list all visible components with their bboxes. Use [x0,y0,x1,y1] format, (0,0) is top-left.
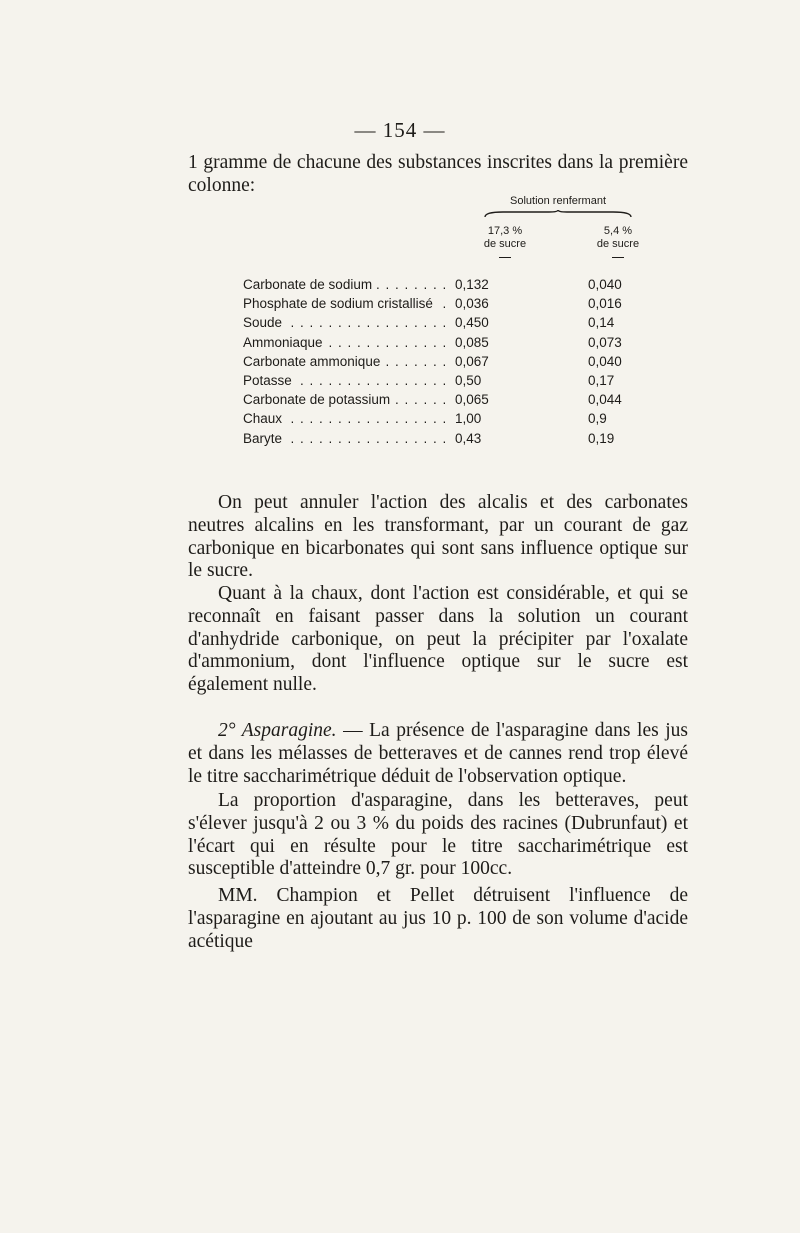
value-col1: 0,036 [455,296,489,312]
row-label: Phosphate de sodium cristallisé [243,296,436,311]
table-row [243,277,643,296]
column-dash [612,257,624,258]
value-col1: 0,43 [455,430,482,446]
page-number: — 154 — [354,118,446,142]
table-row [243,354,643,373]
table-header: Solution renfermant [510,195,606,207]
row-label: Carbonate de sodium [243,277,375,292]
table-row [243,296,643,315]
row-label: Soude [243,315,285,330]
value-col1: 0,132 [455,277,489,292]
section-body: — La présence de l'asparagine dans les jus et dans les mélasses de betteraves et de cannes rend trop élevé le titre saccharimétrique déduit de l'observation optique. [188,720,689,787]
table-row [243,411,643,430]
paragraph-proportion: La proportion d'asparagine, dans les betteraves, peut s'élever jusqu'à 2 ou 3 % du poids des racines (Dubrunfaut) et l'écart qui en résulte pour le titre saccharimétrique est susceptible d'atteindre 0,7 gr. pour 100cc. [188,790,688,880]
table-row [243,315,643,334]
value-col1: 0,067 [455,353,489,369]
value-col1: 0,065 [455,392,489,408]
value-col2: 0,073 [588,334,622,350]
column-header-2: 5,4 % de sucre [596,225,640,250]
value-col1: 0,450 [455,315,489,331]
value-col2: 0,044 [588,392,622,408]
value-col1: 0,50 [455,372,482,388]
value-col1: 1,00 [455,411,482,427]
value-col2: 0,19 [588,430,615,446]
brace-icon [483,210,633,218]
value-col2: 0,9 [588,411,607,427]
row-label: Potasse [243,373,295,388]
row-label: Chaux [243,411,285,426]
value-col2: 0,016 [588,296,622,312]
value-col2: 0,14 [588,315,615,331]
paragraph-alcalis: On peut annuler l'action des alcalis et des carbonates neutres alcalins en les transformant, par un courant de gaz carbonique en bicarbonates qui sont sans influence optique sur le sucre. [188,492,688,582]
section-title: 2° Asparagine. [218,720,337,741]
column-header-1: 17,3 % de sucre [483,225,527,250]
value-col2: 0,17 [588,372,615,388]
row-label: Carbonate de potassium [243,392,393,407]
table-row [243,335,643,354]
row-label: Carbonate ammonique [243,354,383,369]
intro-paragraph: 1 gramme de chacune des substances inscrites dans la première colonne: [188,152,688,196]
paragraph-chaux: Quant à la chaux, dont l'action est considérable, et qui se reconnaît en faisant passer dans la solution un courant d'anhydride carbonique, on peut la précipiter par l'oxalate d'ammonium, dont l'influence optique sur le sucre est également nulle. [188,583,688,696]
paragraph-champion: MM. Champion et Pellet détruisent l'influence de l'asparagine en ajoutant au jus 10 p. 100 de son volume d'acide acétique [188,885,688,952]
value-col2: 0,040 [588,353,622,369]
table-body [243,277,643,450]
table-row [243,373,643,392]
row-label: Baryte [243,431,285,446]
paragraph-asparagine [188,720,688,788]
row-label: Ammoniaque [243,335,326,350]
column-dash [499,257,511,258]
value-col2: 0,040 [588,277,622,292]
table-row [243,392,643,411]
value-col1: 0,085 [455,334,489,350]
table-row [243,431,643,450]
